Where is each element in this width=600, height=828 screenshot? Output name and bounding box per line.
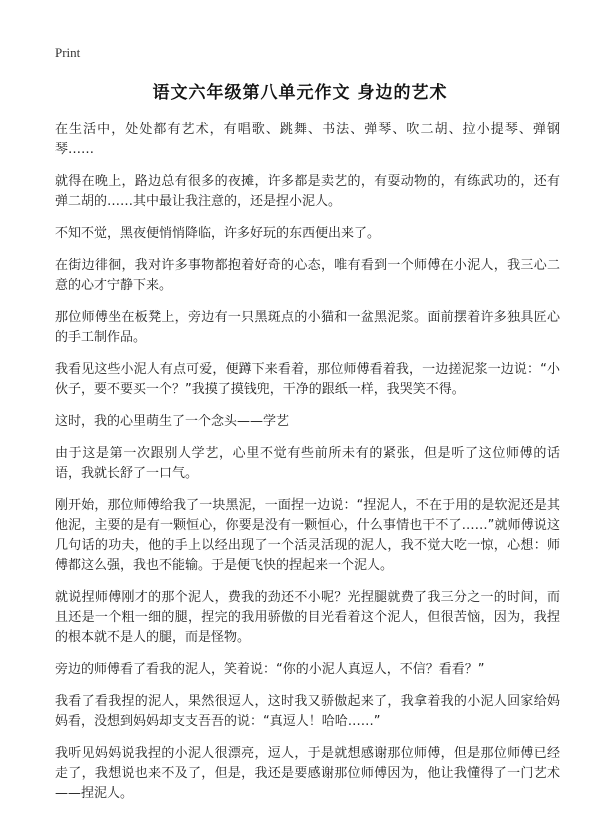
paragraph: 由于这是第一次跟别人学艺，心里不觉有些前所未有的紧张，但是听了这位师傅的话语，我就长舒了一口气。 [55,446,560,481]
document-title: 语文六年级第八单元作文 身边的艺术 [152,83,448,103]
paragraph: 不知不觉，黑夜便悄悄降临，许多好玩的东西便出来了。 [55,226,381,241]
paragraph: 在街边徘徊，我对许多事物都抱着好奇的心态，唯有看到一个师傅在小泥人，我三心二意的心才宁静下来。 [55,258,560,293]
paragraph: 那位师傅坐在板凳上，旁边有一只黑斑点的小猫和一盆黑泥浆。面前摆着许多独具匠心的手工制作品。 [55,310,560,345]
paragraph: 我听见妈妈说我捏的小泥人很漂亮，逗人，于是就想感谢那位师傅，但是那位师傅已经走了，我想说也来不及了，但是，我还是要感谢那位师傅因为，他让我懂得了一门艺术——捏泥人。 [55,746,560,801]
paragraph: 刚开始，那位师傅给我了一块黑泥，一面捏一边说：“捏泥人，不在于用的是软泥还是其他泥，主要的是有一颗恒心，你要是没有一颗恒心，什么事情也干不了……”就师傅说这几句话的功夫，他的手上以经出现了一个活灵活现的泥人，我不觉大吃一惊，心想：师傅都这么强，我也不能输。于是便飞快的捏起来一个泥人。 [55,498,560,573]
document-body [55,120,560,816]
paragraph: 旁边的师傅看了看我的泥人，笑着说：“你的小泥人真逗人，不信？看看？” [55,662,485,677]
paragraph: 在生活中，处处都有艺术，有唱歌、跳舞、书法、弹琴、吹二胡、拉小提琴、弹钢琴…… [55,122,560,157]
paragraph: 我看见这些小泥人有点可爱，便蹲下来看着，那位师傅看着我，一边搓泥浆一边说：“小伙子，要不要买一个？”我摸了摸钱兜，干净的跟纸一样，我哭笑不得。 [55,362,560,397]
paragraph: 我看了看我捏的泥人，果然很逗人，这时我又骄傲起来了，我拿着我的小泥人回家给妈妈看，没想到妈妈却支支吾吾的说：“真逗人！哈哈……” [55,694,560,729]
paragraph: 就说捏师傅刚才的那个泥人，费我的劲还不小呢？光捏腿就费了我三分之一的时间，而且还是一个粗一细的腿，捏完的我用骄傲的目光看着这个泥人，但很苦恼，因为，我捏的根本就不是人的腿，而是怪物。 [55,590,560,645]
print-label: Print [55,45,81,60]
paragraph: 这时，我的心里萌生了一个念头——学艺 [55,414,290,429]
paragraph: 就得在晚上，路边总有很多的夜摊，许多都是卖艺的，有耍动物的，有练武功的，还有弹二胡的……其中最让我注意的，还是捏小泥人。 [55,174,560,209]
